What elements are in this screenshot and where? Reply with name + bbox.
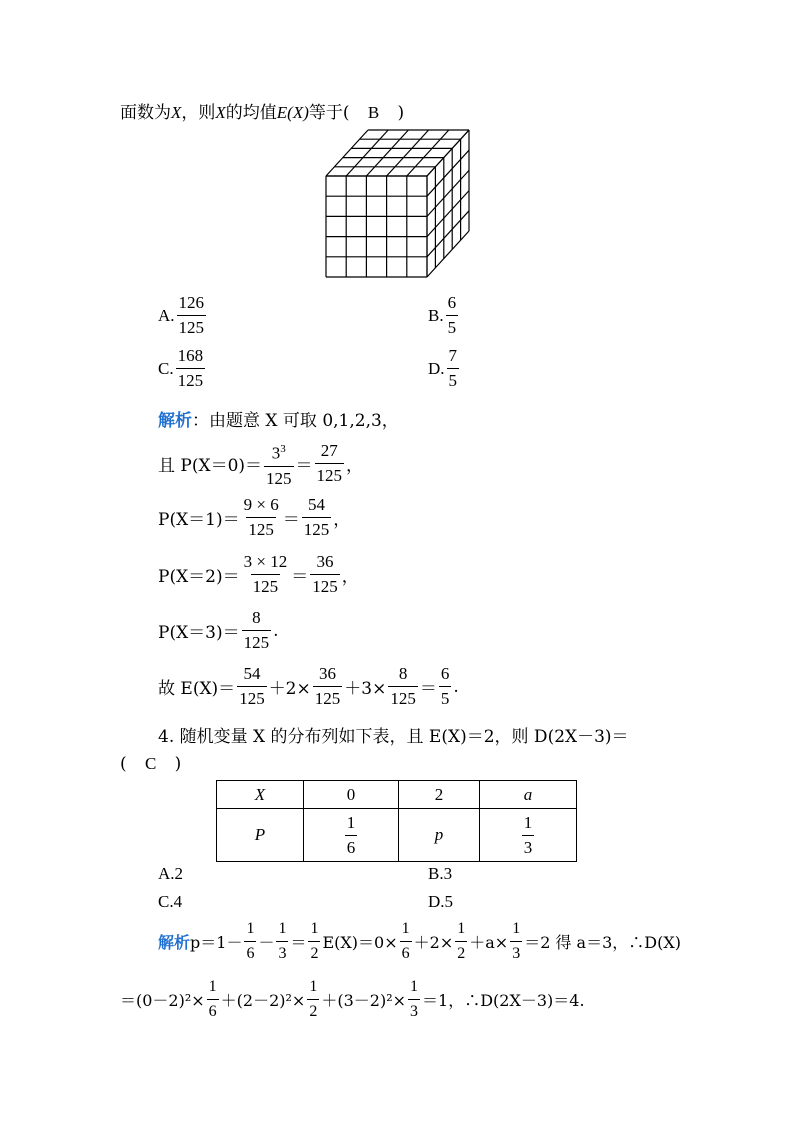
q4-option-c: C.4: [158, 892, 183, 911]
table-row: P $\frac{1}{6}$ p $\frac{1}{3}$: [217, 809, 577, 862]
q4-option-b: B.3: [428, 864, 453, 883]
cube-edge: [326, 130, 368, 176]
cube-edge: [427, 231, 469, 277]
cube-edge: [407, 130, 449, 176]
q3-stem: 面数为X，则X的均值E(X)等于( B ): [120, 103, 405, 123]
q4-option-a: A.2: [158, 864, 184, 883]
q3-option-c: C. $\frac{168}{125}$: [158, 346, 204, 390]
cube-edge: [427, 130, 469, 176]
q4-answer: C: [144, 754, 157, 773]
cube-edge: [427, 211, 469, 257]
cube-edge: [366, 130, 408, 176]
q3-option-a: A. $\frac{126}{125}$: [158, 293, 205, 337]
q4-answer-line: ( C ): [120, 754, 182, 774]
cube-edge: [427, 170, 469, 216]
q3-solution-line4: P(X＝3)＝ $\frac{8}{125}$ .: [158, 608, 279, 652]
q3-solution-line3: P(X＝2)＝ $\frac{3 \times 12}{125}$ ＝ $\frac{36}{125}$ ，: [158, 552, 359, 596]
q4-option-d: D.5: [428, 892, 454, 911]
q3-option-b: B. $\frac{6}{5}$: [428, 293, 457, 337]
q4-solution-line1: 解析 p＝1－ $\frac{1}{6}$ － $\frac{1}{3}$ ＝ $\frac{1}{2}$ E(X)＝0× $\frac{1}{6}$ ＋2× $\frac{1}{2}$ ＋a× $\frac{1}{3}$ ＝2 得 a＝3，∴D(X): [158, 918, 681, 965]
q3-answer: B: [367, 103, 380, 122]
cube-edge: [346, 130, 388, 176]
q3-option-d: D. $\frac{7}{5}$: [428, 346, 458, 390]
q4-stem: 4. 随机变量 X 的分布列如下表，且 E(X)＝2，则 D(2X－3)＝: [158, 727, 629, 747]
cube-edge: [427, 191, 469, 237]
q3-solution-line5: 故 E(X)＝ $\frac{54}{125}$ ＋2× $\frac{36}{125}$ ＋3× $\frac{8}{125}$ ＝ $\frac{6}{5}$ .: [158, 664, 459, 708]
cube-edge: [387, 130, 429, 176]
distribution-table: [216, 780, 577, 862]
q3-solution-line2: P(X＝1)＝ $\frac{9 \times 6}{125}$ ＝ $\frac{54}{125}$ ，: [158, 495, 351, 539]
cube-figure: [320, 126, 476, 284]
q4-solution-line2: ＝(0－2)²× $\frac{1}{6}$ ＋(2－2)²× $\frac{1}{2}$ ＋(3－2)²× $\frac{1}{3}$ ＝1，∴D(2X－3)＝4.: [120, 976, 585, 1023]
q3-solution-intro: 解析：由题意 X 可取 0,1,2,3，: [158, 411, 399, 431]
table-row: X 0 2 a: [217, 781, 577, 809]
q3-solution-line1: 且 P(X＝0)＝ $\frac{3^3}{125}$ ＝ $\frac{27}{125}$ ，: [158, 441, 364, 488]
